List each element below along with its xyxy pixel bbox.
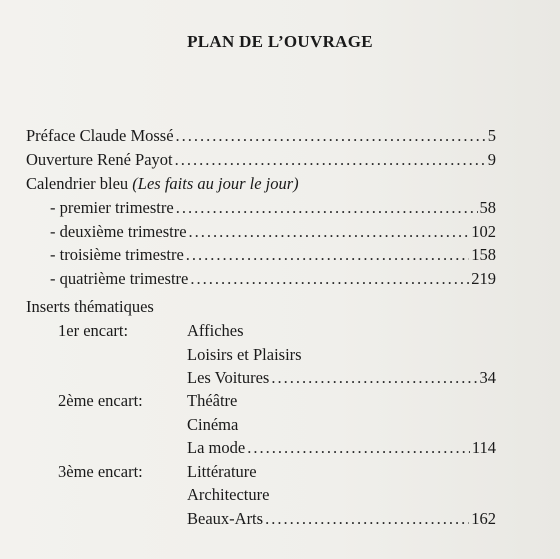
encart-label: 1er encart:	[58, 321, 129, 340]
toc-entry-subtitle: (Les faits au jour le jour)	[132, 174, 299, 193]
toc-page-number: 219	[471, 269, 496, 288]
dot-leader	[176, 125, 486, 147]
toc-entry-label: Préface Claude Mossé	[26, 126, 174, 145]
toc-entry-label: Calendrier bleu	[26, 174, 129, 193]
encart-item: La mode	[187, 438, 246, 457]
encart-item: Les Voitures	[187, 368, 270, 387]
encart-item: Littérature	[187, 462, 257, 481]
toc-page-number: 162	[471, 509, 496, 528]
dot-leader	[189, 221, 470, 243]
toc-entry-calendrier	[26, 173, 299, 195]
toc-entry-preface	[26, 125, 496, 147]
toc-entry-ouverture	[26, 149, 496, 171]
inserts-heading: Inserts thématiques	[26, 297, 154, 316]
encart-item: Théâtre	[187, 391, 238, 410]
toc-page-number: 58	[479, 198, 496, 217]
toc-entry-encart-3	[187, 508, 496, 530]
dot-leader	[247, 437, 470, 459]
page-title: PLAN DE L’OUVRAGE	[187, 32, 373, 51]
toc-entry-trimestre	[50, 268, 496, 290]
encart-item: Architecture	[187, 485, 270, 504]
toc-entry-trimestre	[50, 221, 496, 243]
dot-leader	[190, 268, 469, 290]
dot-leader	[175, 149, 486, 171]
toc-page-number: 5	[487, 126, 496, 145]
toc-page-number: 114	[471, 438, 496, 457]
toc-entry-label: - troisième trimestre	[50, 245, 184, 264]
toc-entry-label: Ouverture René Payot	[26, 150, 173, 169]
toc-page-number: 9	[487, 150, 496, 169]
toc-entry-label: - deuxième trimestre	[50, 222, 187, 241]
toc-entry-encart-1	[187, 367, 496, 389]
dot-leader	[271, 367, 477, 389]
toc-page-number: 34	[479, 368, 496, 387]
dot-leader	[265, 508, 469, 530]
encart-item: Beaux-Arts	[187, 509, 264, 528]
toc-entry-trimestre	[50, 244, 496, 266]
dot-leader	[176, 197, 478, 219]
encart-item: Affiches	[187, 321, 244, 340]
toc-entry-trimestre	[50, 197, 496, 219]
toc-entry-encart-2	[187, 437, 496, 459]
encart-item: Cinéma	[187, 415, 239, 434]
dot-leader	[186, 244, 469, 266]
toc-entry-label: - quatrième trimestre	[50, 269, 189, 288]
toc-page-number: 158	[471, 245, 496, 264]
encart-item: Loisirs et Plaisirs	[187, 345, 302, 364]
encart-label: 3ème encart:	[58, 462, 143, 481]
toc-entry-label: - premier trimestre	[50, 198, 174, 217]
toc-page-number: 102	[471, 222, 496, 241]
encart-label: 2ème encart:	[58, 391, 143, 410]
